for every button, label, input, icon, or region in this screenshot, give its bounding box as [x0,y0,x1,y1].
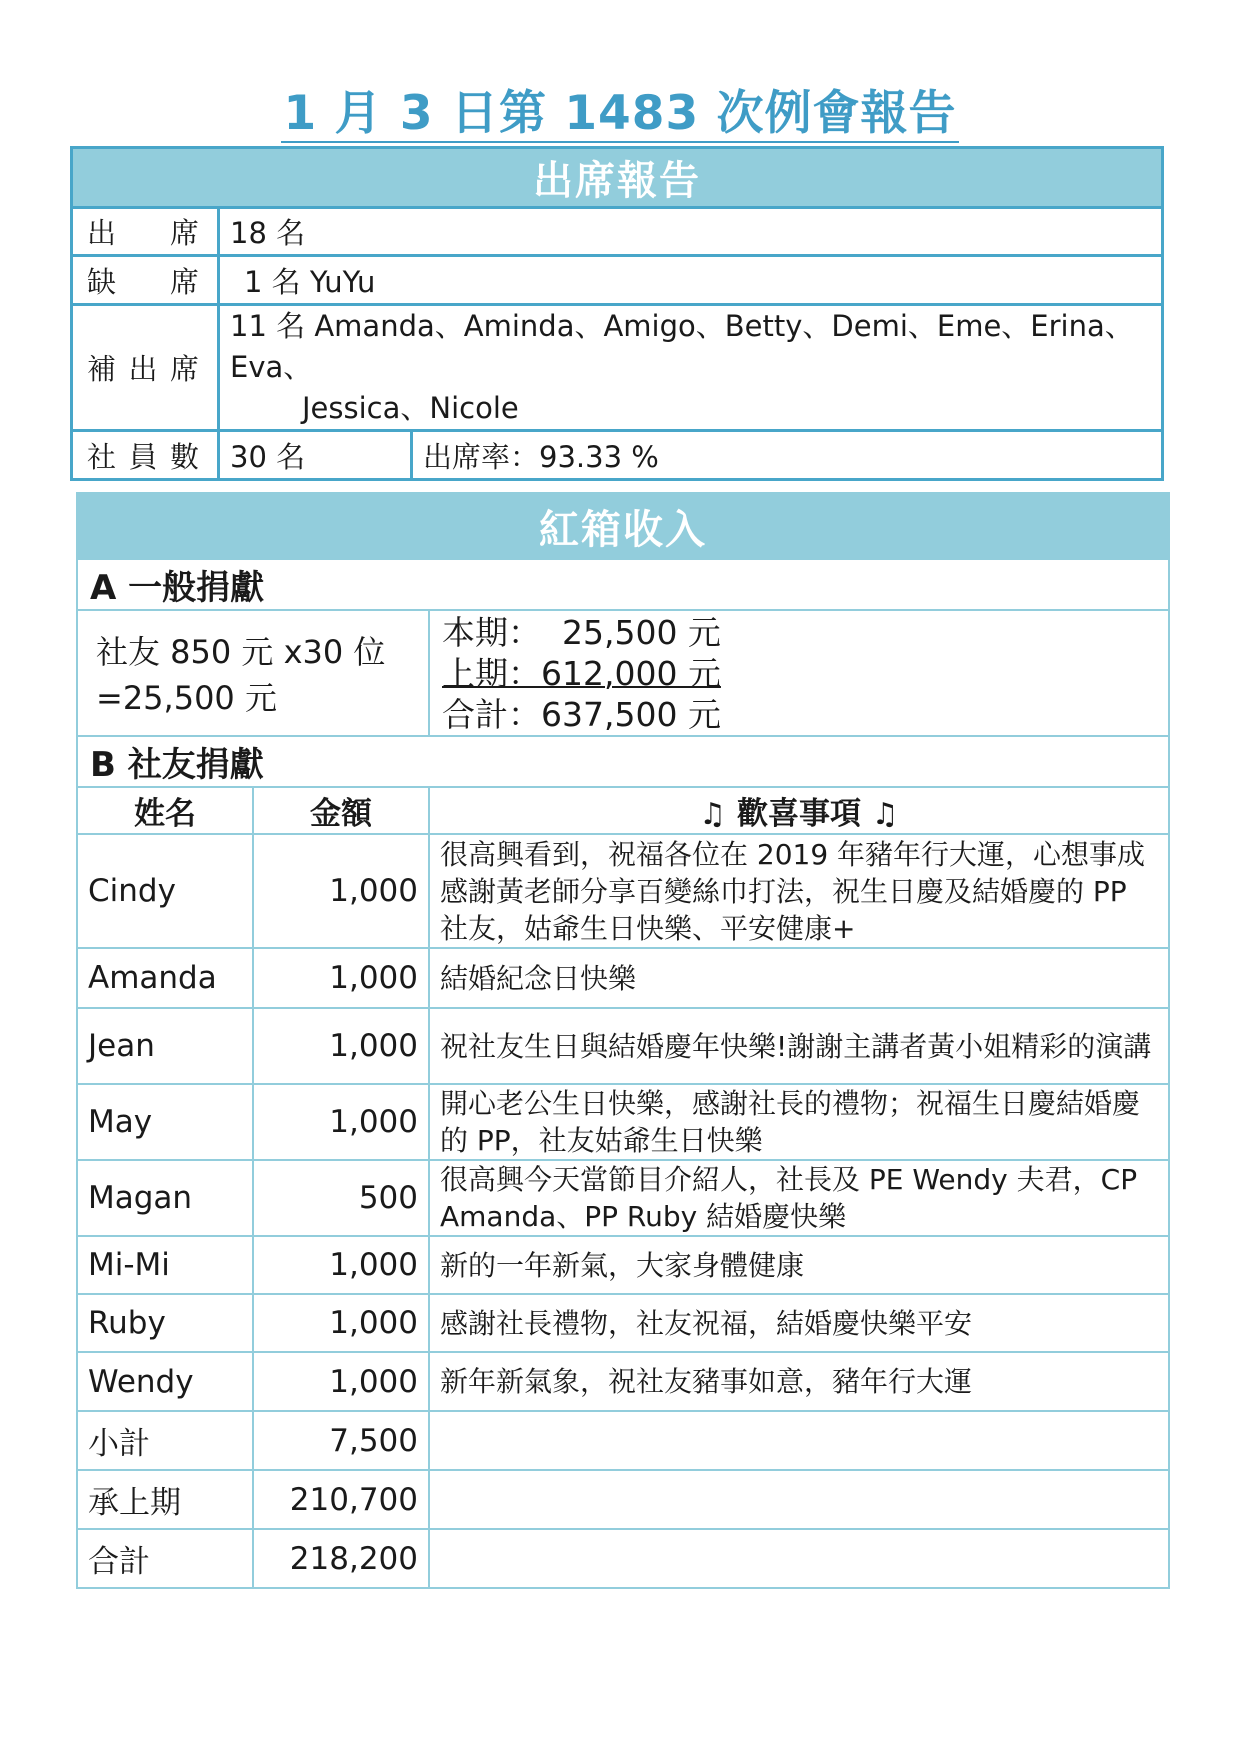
makeup-line-2: Jessica、Nicole [302,391,519,425]
table-row [77,1084,1169,1160]
donor-amount: 1,000 [253,834,429,948]
makeup-row [72,305,1163,431]
makeup-value [219,305,1163,431]
members-label: 社 員 數 [72,431,219,480]
total-row [77,1529,1169,1588]
general-current: 本期： 25,500 元 [442,612,721,652]
donor-note: 新年新氣象，祝社友豬事如意，豬年行大運 [429,1352,1169,1411]
subtotal-label: 小計 [77,1411,253,1470]
donor-name: Mi-Mi [77,1236,253,1294]
donor-name: Ruby [77,1294,253,1352]
donor-amount: 500 [253,1160,429,1236]
red-box-header: 紅箱收入 [77,493,1169,559]
subtotal-note [429,1411,1169,1470]
donor-note: 祝社友生日與結婚慶年快樂!謝謝主講者黃小姐精彩的演講 [429,1008,1169,1084]
carry-value: 210,700 [253,1470,429,1529]
donor-amount: 1,000 [253,948,429,1008]
donor-amount: 1,000 [253,1352,429,1411]
table-row [77,1352,1169,1411]
total-note [429,1529,1169,1588]
subtotal-row [77,1411,1169,1470]
absent-label: 缺 席 [72,256,219,305]
absent-value: 1 名 YuYu [219,256,1163,305]
general-previous: 上期：612,000 元 [442,653,721,693]
total-value: 218,200 [253,1529,429,1588]
section-b-title: B 社友捐獻 [77,736,1169,787]
section-a-title: A 一般捐獻 [77,559,1169,610]
present-value: 18 名 [219,208,1163,256]
subtotal-value: 7,500 [253,1411,429,1470]
col-note-label: 歡喜事項 [737,796,861,832]
general-summary [429,610,1169,736]
present-label: 出 席 [72,208,219,256]
col-note-header [429,787,1169,834]
donor-note: 開心老公生日快樂，感謝社長的禮物；祝福生日慶結婚慶的 PP，社友姑爺生日快樂 [429,1084,1169,1160]
table-row [77,1294,1169,1352]
donor-note: 很高興今天當節目介紹人，社長及 PE Wendy 夫君，CP Amanda、PP Ruby 結婚慶快樂 [429,1160,1169,1236]
carry-label: 承上期 [77,1470,253,1529]
table-row [77,1160,1169,1236]
red-box-table [76,492,1170,1589]
table-row [77,1008,1169,1084]
attendance-header: 出席報告 [72,148,1163,208]
general-total: 合計：637,500 元 [442,694,721,734]
general-formula: 社友 850 元 x30 位=25,500 元 [77,610,429,736]
donor-name: May [77,1084,253,1160]
attendance-table [70,146,1164,481]
donor-note: 很高興看到，祝福各位在 2019 年豬年行大運，心想事成感謝黃老師分享百變絲巾打法，祝生日慶及結婚慶的 PP 社友，姑爺生日快樂、平安健康+ [429,834,1169,948]
donor-amount: 1,000 [253,1084,429,1160]
col-name-header: 姓名 [77,787,253,834]
carry-note [429,1470,1169,1529]
donor-name: Magan [77,1160,253,1236]
table-row [77,834,1169,948]
table-row [77,948,1169,1008]
donor-name: Amanda [77,948,253,1008]
donation-header-row [77,787,1169,834]
donor-amount: 1,000 [253,1236,429,1294]
donor-name: Cindy [77,834,253,948]
title-text: 1 月 3 日第 1483 次例會報告 [283,86,957,141]
members-row [72,431,1163,480]
music-note-icon: ♫ [699,797,727,832]
donor-amount: 1,000 [253,1294,429,1352]
makeup-line-1: 11 名 Amanda、Aminda、Amigo、Betty、Demi、Eme、Erina、Eva、 [230,309,1134,384]
donor-note: 感謝社長禮物，社友祝福，結婚慶快樂平安 [429,1294,1169,1352]
members-value: 30 名 [219,431,412,480]
makeup-label: 補 出 席 [72,305,219,431]
music-note-icon: ♫ [871,797,899,832]
carry-row [77,1470,1169,1529]
donor-amount: 1,000 [253,1008,429,1084]
donor-note: 結婚紀念日快樂 [429,948,1169,1008]
page-title [0,84,1240,144]
attendance-rate: 出席率：93.33 % [412,431,1163,480]
general-donation-row [77,610,1169,736]
total-label: 合計 [77,1529,253,1588]
donor-name: Jean [77,1008,253,1084]
donor-note: 新的一年新氣，大家身體健康 [429,1236,1169,1294]
absent-row [72,256,1163,305]
present-row [72,208,1163,256]
col-amount-header: 金額 [253,787,429,834]
donor-name: Wendy [77,1352,253,1411]
table-row [77,1236,1169,1294]
